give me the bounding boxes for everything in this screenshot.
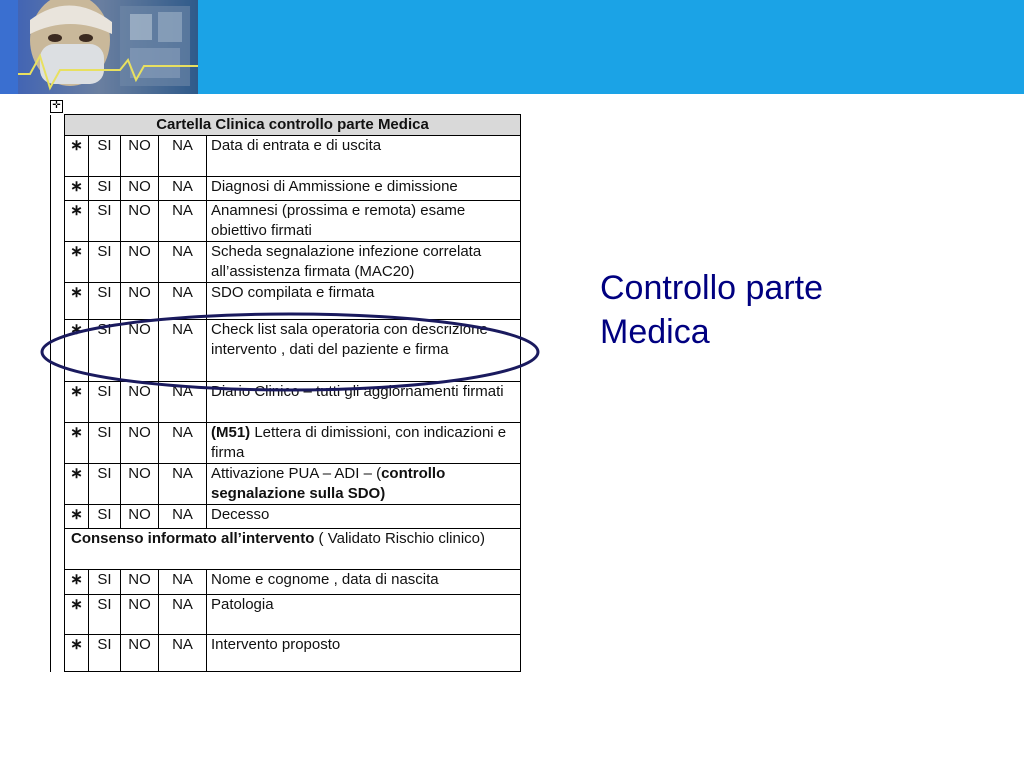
table-row [51,635,521,672]
row-text: Data di entrata e di uscita [207,136,521,177]
option-no: NO [121,382,159,423]
option-na: NA [159,242,207,283]
table-header-row [51,115,521,136]
checklist-table [50,114,521,672]
table-row [51,283,521,320]
option-na: NA [159,201,207,242]
row-text-rest: Lettera di dimissioni, con indicazioni e firma [211,424,507,461]
bullet-icon: ∗ [65,570,89,595]
consenso-bold: Consenso informato all’intervento [71,530,315,547]
option-no: NO [121,242,159,283]
bullet-icon: ∗ [65,177,89,201]
option-no: NO [121,201,159,242]
option-si: SI [89,570,121,595]
table-row [51,464,521,505]
option-na: NA [159,635,207,672]
option-si: SI [89,283,121,320]
option-na: NA [159,570,207,595]
bullet-icon: ∗ [65,201,89,242]
row-text: Anamnesi (prossima e remota) esame obiettivo firmati [207,201,521,242]
bullet-icon: ∗ [65,423,89,464]
row-text: Nome e cognome , data di nascita [207,570,521,595]
row-text: Decesso [207,505,521,529]
row-text-bold: (M51) [211,424,251,441]
option-si: SI [89,423,121,464]
option-si: SI [89,595,121,635]
row-text-bold: controllo segnalazione sulla SDO) [211,465,446,502]
option-na: NA [159,423,207,464]
row-text: Check list sala operatoria con descrizione intervento , dati del paziente e firma [207,320,521,382]
row-text [207,423,521,464]
bullet-icon: ∗ [65,283,89,320]
table-row [51,595,521,635]
table-title: Cartella Clinica controllo parte Medica [65,115,521,136]
move-handle-icon: ✛ [50,100,63,113]
option-na: NA [159,505,207,529]
consenso-row [51,529,521,570]
option-si: SI [89,320,121,382]
option-si: SI [89,382,121,423]
option-no: NO [121,595,159,635]
bullet-icon: ∗ [65,464,89,505]
row-text-rest: Attivazione PUA – ADI – ( [211,465,382,482]
table-row [51,382,521,423]
row-text: Diagnosi di Ammissione e dimissione [207,177,521,201]
option-no: NO [121,464,159,505]
checklist-image [50,100,521,675]
banner-photo [0,0,198,94]
bullet-icon: ∗ [65,136,89,177]
bullet-icon: ∗ [65,320,89,382]
table-row [51,570,521,595]
bullet-icon: ∗ [65,635,89,672]
option-si: SI [89,505,121,529]
option-na: NA [159,283,207,320]
side-caption-line2: Medica [600,313,710,351]
table-row-highlighted [51,320,521,382]
row-text [207,464,521,505]
table-row [51,242,521,283]
consenso-text [65,529,521,570]
option-na: NA [159,177,207,201]
option-si: SI [89,201,121,242]
bullet-icon: ∗ [65,505,89,529]
option-no: NO [121,570,159,595]
row-text: Patologia [207,595,521,635]
option-no: NO [121,320,159,382]
option-si: SI [89,242,121,283]
row-text: SDO compilata e firmata [207,283,521,320]
row-text: Diario Clinico – tutti gli aggiornamenti firmati [207,382,521,423]
option-si: SI [89,464,121,505]
option-na: NA [159,464,207,505]
option-na: NA [159,595,207,635]
side-caption-line1: Controllo parte [600,269,824,307]
option-no: NO [121,136,159,177]
bullet-icon: ∗ [65,382,89,423]
option-si: SI [89,177,121,201]
table-row [51,423,521,464]
option-na: NA [159,320,207,382]
consenso-rest: ( Validato Rischio clinico) [314,530,485,547]
side-caption [600,266,980,354]
row-text: Intervento proposto [207,635,521,672]
option-si: SI [89,136,121,177]
table-row [51,201,521,242]
option-si: SI [89,635,121,672]
option-no: NO [121,177,159,201]
option-na: NA [159,136,207,177]
bullet-icon: ∗ [65,242,89,283]
table-row [51,177,521,201]
table-row [51,505,521,529]
option-no: NO [121,283,159,320]
row-text: Scheda segnalazione infezione correlata all’assistenza firmata (MAC20) [207,242,521,283]
bullet-icon: ∗ [65,595,89,635]
option-no: NO [121,635,159,672]
option-no: NO [121,505,159,529]
option-no: NO [121,423,159,464]
option-na: NA [159,382,207,423]
table-row [51,136,521,177]
